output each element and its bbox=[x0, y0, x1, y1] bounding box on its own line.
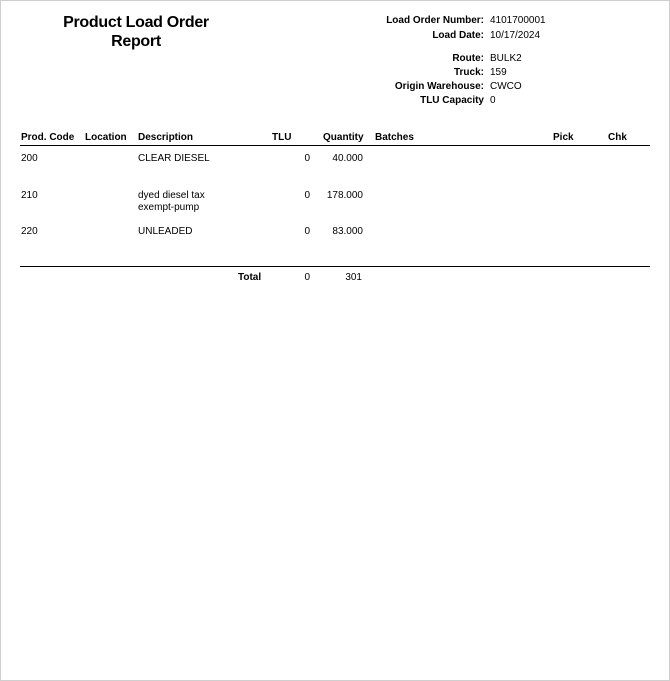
load-date-label: Load Date: bbox=[432, 30, 484, 41]
col-header-quantity: Quantity bbox=[323, 132, 364, 143]
load-order-number-label: Load Order Number: bbox=[386, 15, 484, 26]
col-header-description: Description bbox=[138, 132, 194, 143]
col-header-batches: Batches bbox=[375, 132, 414, 143]
row-description: CLEAR DIESEL bbox=[138, 153, 210, 164]
total-rule bbox=[20, 266, 650, 267]
row-tlu: 0 bbox=[304, 190, 310, 201]
origin-warehouse-value: CWCO bbox=[490, 81, 522, 92]
row-tlu: 0 bbox=[304, 153, 310, 164]
total-tlu: 0 bbox=[304, 272, 310, 283]
row-prod-code: 220 bbox=[21, 226, 38, 237]
col-header-chk: Chk bbox=[608, 132, 627, 143]
row-prod-code: 210 bbox=[21, 190, 38, 201]
row-quantity: 178.000 bbox=[326, 190, 363, 201]
truck-label: Truck: bbox=[453, 67, 484, 78]
col-header-pick: Pick bbox=[553, 132, 574, 143]
col-header-tlu: TLU bbox=[272, 132, 292, 143]
header-rule bbox=[20, 145, 650, 146]
meta-route bbox=[0, 52, 670, 66]
meta-tlu-capacity bbox=[0, 94, 670, 108]
col-header-prod-code: Prod. Code bbox=[21, 132, 75, 143]
row-quantity: 83.000 bbox=[332, 226, 363, 237]
tlu-capacity-label: TLU Capacity bbox=[420, 95, 484, 106]
meta-origin-warehouse bbox=[0, 80, 670, 94]
origin-warehouse-label: Origin Warehouse: bbox=[394, 81, 484, 92]
row-description: UNLEADED bbox=[138, 226, 193, 237]
truck-value: 159 bbox=[490, 67, 507, 78]
route-label: Route: bbox=[452, 53, 484, 64]
row-quantity: 40.000 bbox=[332, 153, 363, 164]
row-description-line2: exempt-pump bbox=[138, 202, 200, 213]
row-tlu: 0 bbox=[304, 226, 310, 237]
meta-load-date bbox=[0, 29, 670, 43]
load-order-number-value: 4101700001 bbox=[490, 15, 546, 26]
row-prod-code: 200 bbox=[21, 153, 38, 164]
route-value: BULK2 bbox=[490, 53, 522, 64]
report-title-line1: Product Load Order bbox=[63, 14, 209, 31]
row-description: dyed diesel tax bbox=[138, 190, 205, 201]
col-header-location: Location bbox=[85, 132, 127, 143]
meta-load-order-number bbox=[0, 14, 670, 28]
total-label: Total bbox=[238, 272, 262, 283]
meta-truck bbox=[0, 66, 670, 80]
report-title-line2: Report bbox=[111, 33, 161, 50]
total-quantity: 301 bbox=[345, 272, 362, 283]
tlu-capacity-value: 0 bbox=[490, 95, 496, 106]
load-date-value: 10/17/2024 bbox=[490, 30, 541, 41]
